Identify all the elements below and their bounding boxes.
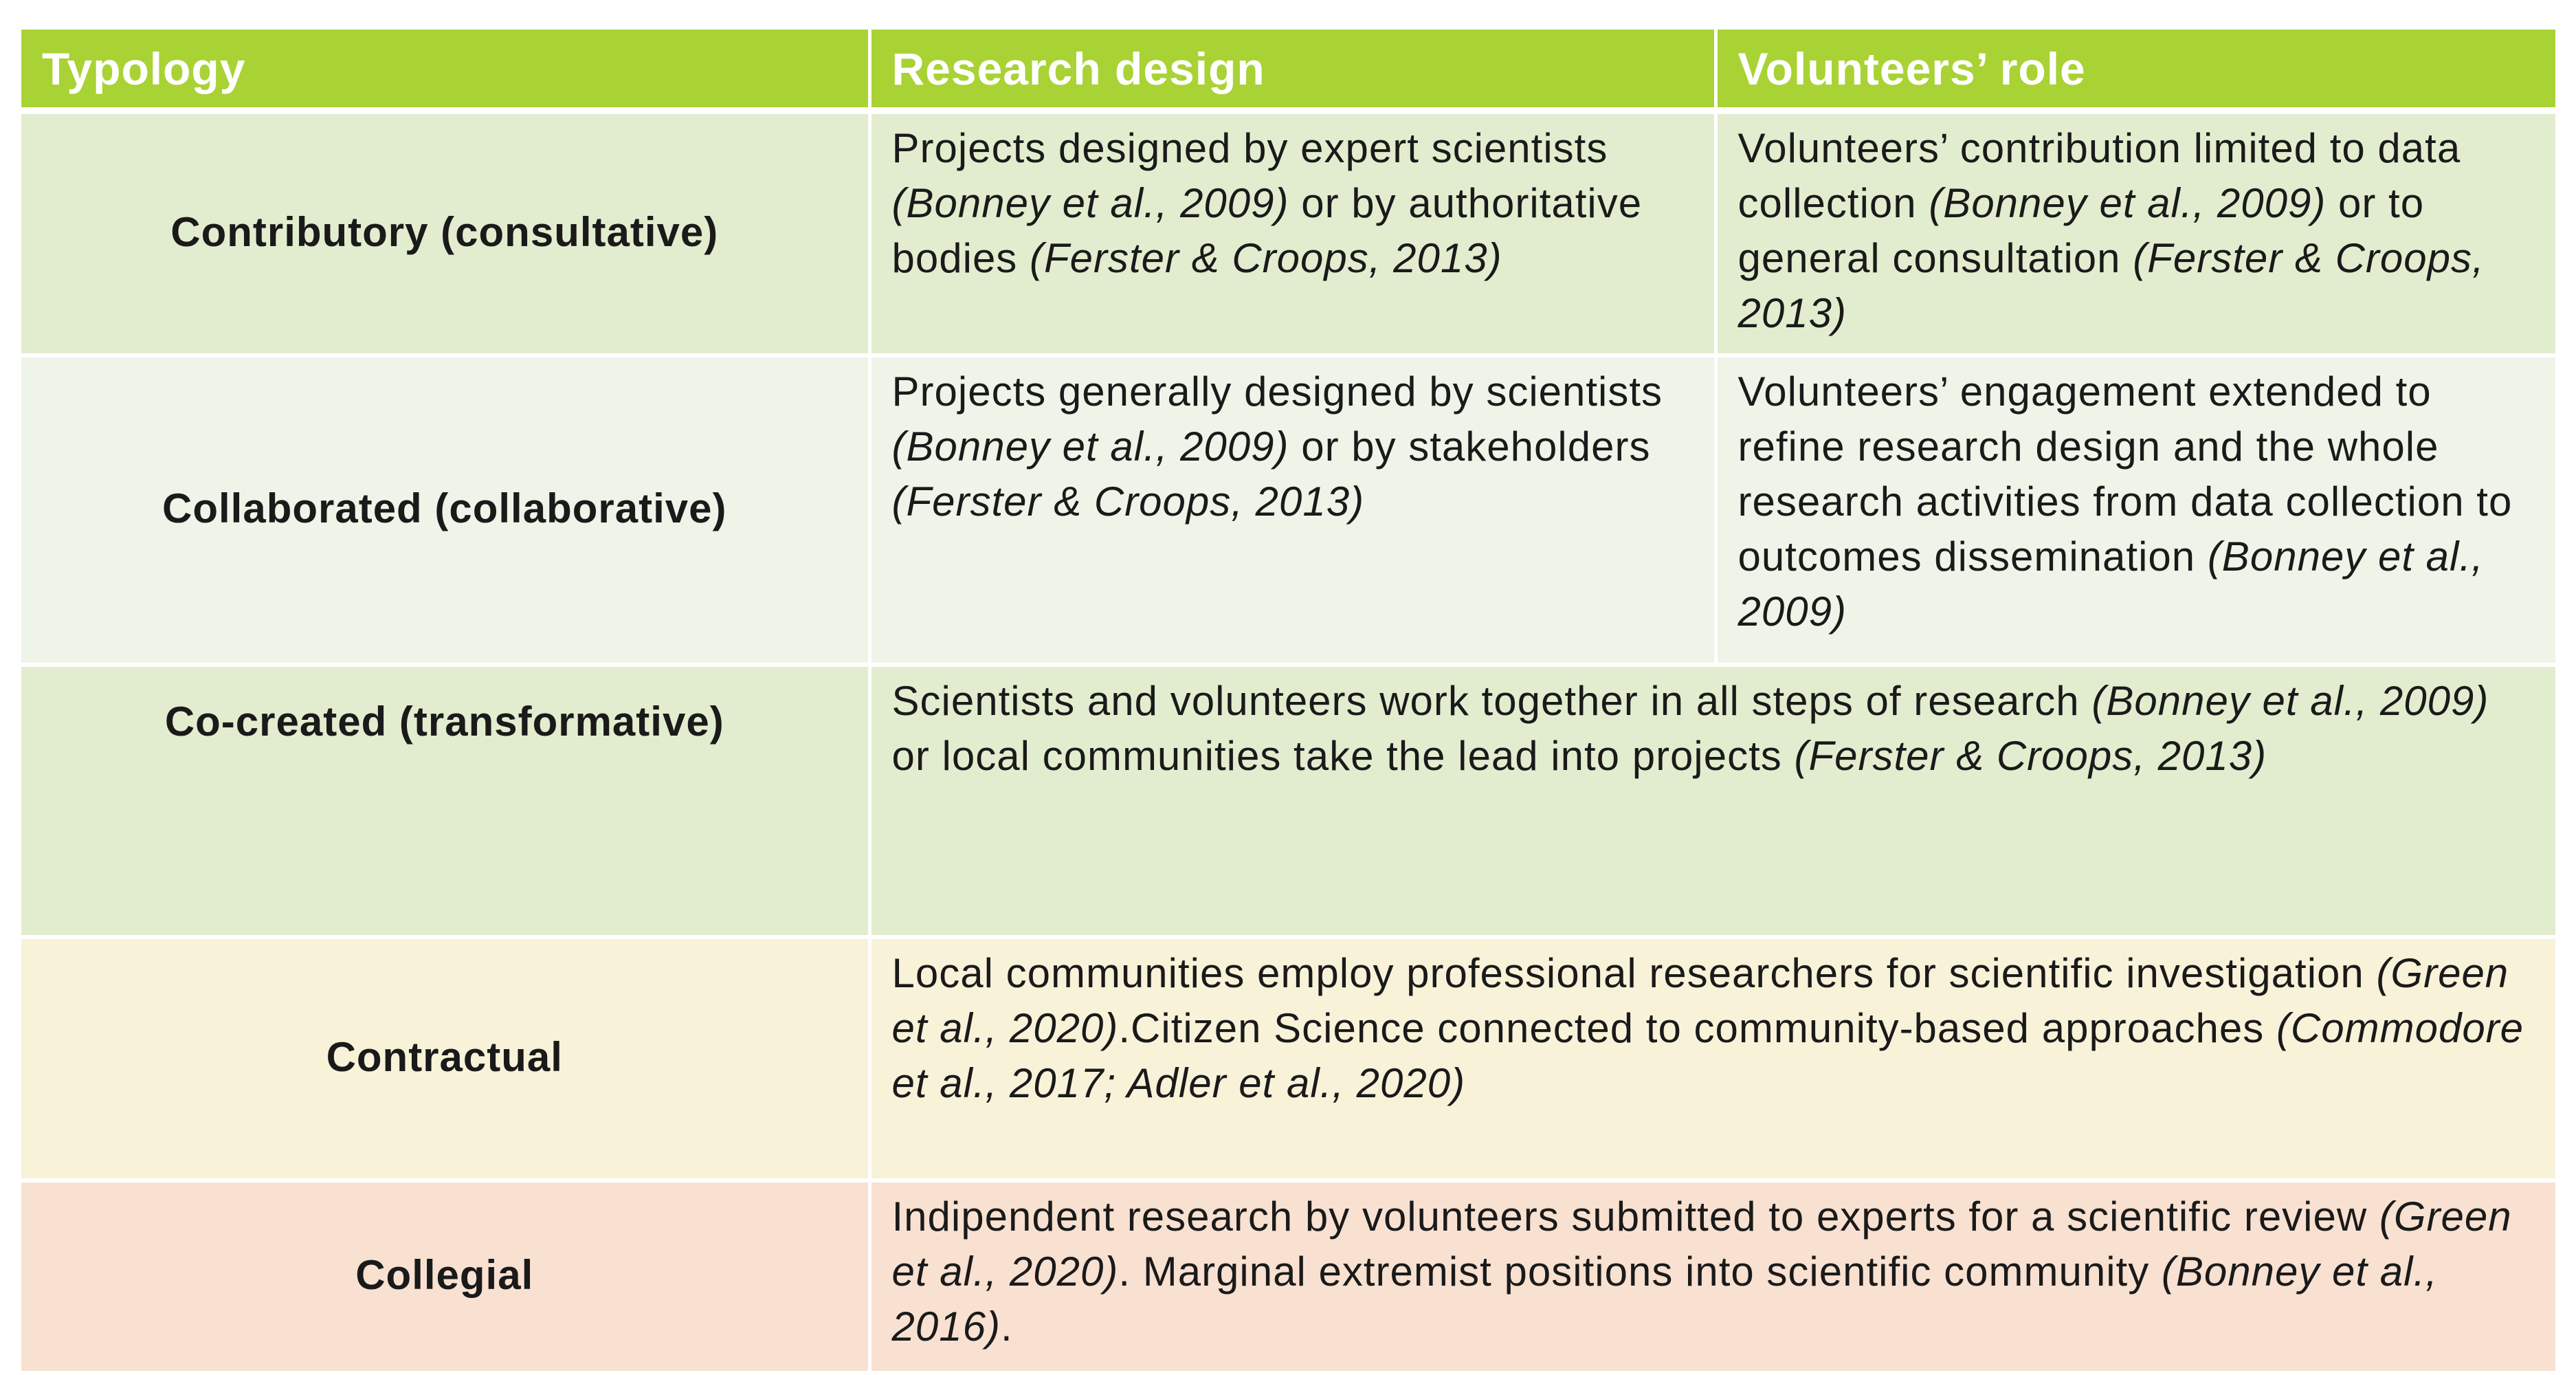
citation: (Ferster & Croops, 2013) xyxy=(1029,235,1502,281)
citation: (Commodore et al., 2017; Adler et al., 2020) xyxy=(891,1005,2524,1106)
typology-cell: Co-created (transformative) xyxy=(21,665,869,937)
typology-cell: Collegial xyxy=(21,1180,869,1373)
text-segment: or to general consultation xyxy=(1737,180,2425,281)
citizen-science-typology-table xyxy=(21,30,2559,1375)
citation: (Bonney et al., 2009) xyxy=(891,180,1289,226)
table-row xyxy=(21,665,2557,937)
text-segment: or local communities take the lead into projects xyxy=(891,733,1795,779)
text-segment: or by authoritative bodies xyxy=(891,180,1643,281)
text-segment: Indipendent research by volunteers submitted to experts for a scientific review xyxy=(891,1194,2379,1240)
text-segment: . xyxy=(1000,1304,1013,1350)
research-design-cell xyxy=(869,111,1716,355)
header-typology: Typology xyxy=(21,30,869,111)
text-segment: .Citizen Science connected to community-based approaches xyxy=(1118,1005,2276,1051)
typology-cell: Collaborated (collaborative) xyxy=(21,355,869,665)
citation: (Ferster & Croops, 2013) xyxy=(891,478,1365,525)
citation: (Bonney et al., 2009) xyxy=(2091,678,2489,724)
text-segment: Volunteers’ contribution limited to data collection xyxy=(1737,125,2461,226)
research-design-cell xyxy=(869,355,1716,665)
text-segment: or by stakeholders xyxy=(1289,424,1651,470)
description-cell xyxy=(869,1180,2557,1373)
text-segment: Projects designed by expert scientists xyxy=(891,125,1608,171)
typology-cell: Contractual xyxy=(21,937,869,1180)
description-cell xyxy=(869,665,2557,937)
text-segment: . Marginal extremist positions into scientific community xyxy=(1118,1248,2162,1295)
citation: (Bonney et al., 2009) xyxy=(891,424,1289,470)
header-research-design: Research design xyxy=(869,30,1716,111)
table-body xyxy=(21,111,2557,1373)
text-segment: Scientists and volunteers work together in all steps of research xyxy=(891,678,2092,724)
table-row xyxy=(21,355,2557,665)
citation: (Bonney et al., 2009) xyxy=(1929,180,2327,226)
citation: (Green et al., 2020) xyxy=(891,1194,2512,1295)
table-row xyxy=(21,937,2557,1180)
citation: (Ferster & Croops, 2013) xyxy=(1794,733,2267,779)
text-segment: Projects generally designed by scientists xyxy=(891,368,1663,415)
citation: (Green et al., 2020) xyxy=(891,950,2509,1051)
citation: (Ferster & Croops, 2013) xyxy=(1737,235,2485,336)
text-segment: Volunteers’ engagement extended to refine research design and the whole research activities from data collection to outcomes dissemination xyxy=(1737,368,2513,580)
text-segment: Local communities employ professional researchers for scientific investigation xyxy=(891,950,2377,996)
header-row xyxy=(21,30,2557,111)
table-row xyxy=(21,1180,2557,1373)
citation: (Bonney et al., 2016) xyxy=(891,1248,2438,1350)
citation: (Bonney et al., 2009) xyxy=(1737,534,2484,635)
volunteers-role-cell xyxy=(1716,111,2557,355)
table-row xyxy=(21,111,2557,355)
typology-cell: Contributory (consultative) xyxy=(21,111,869,355)
volunteers-role-cell xyxy=(1716,355,2557,665)
description-cell xyxy=(869,937,2557,1180)
header-volunteers-role: Volunteers’ role xyxy=(1716,30,2557,111)
